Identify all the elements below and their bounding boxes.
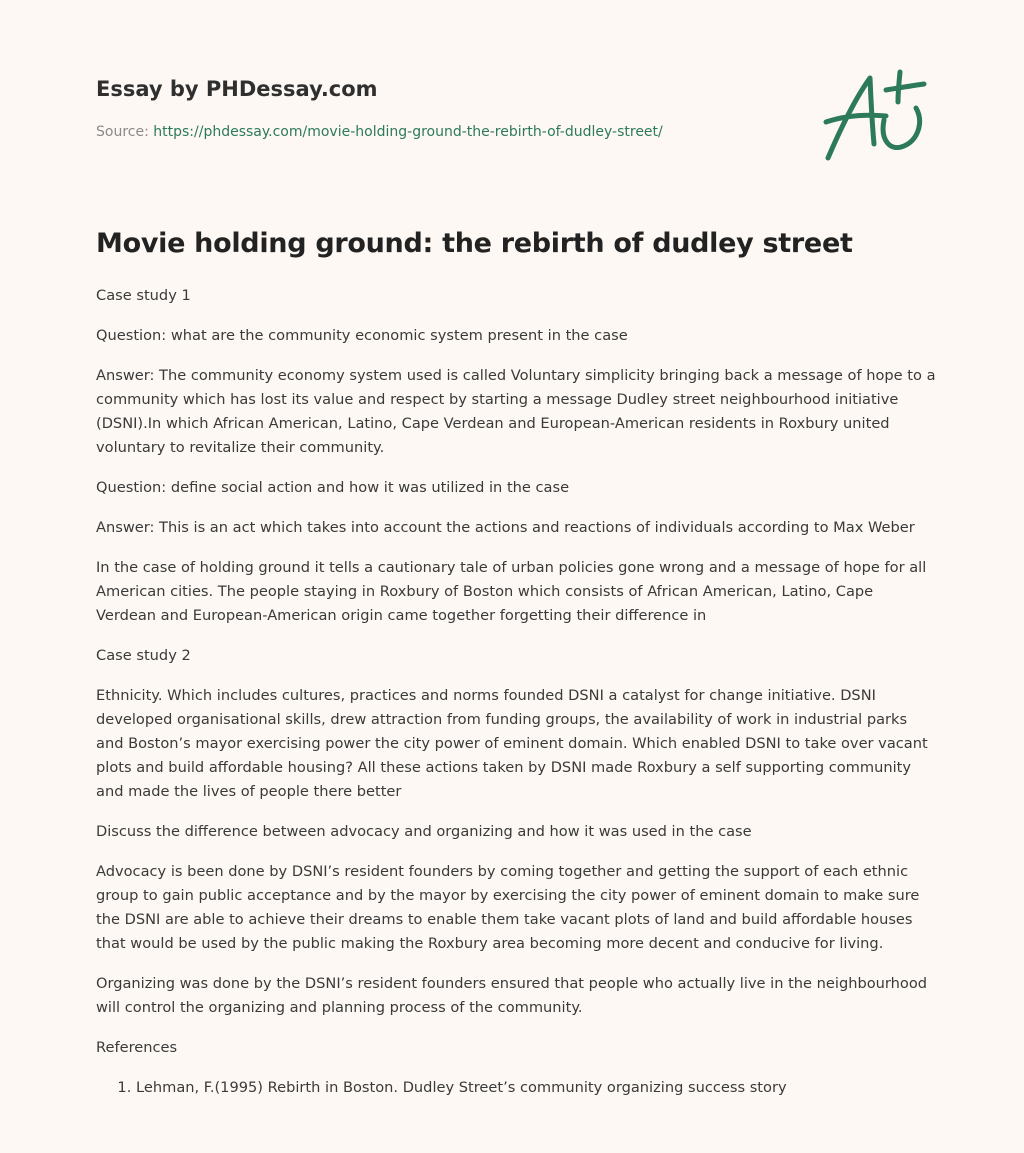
paragraph: Discuss the difference between advocacy and organizing and how it was used in the case bbox=[96, 823, 752, 840]
paragraph: Case study 1 bbox=[96, 287, 191, 304]
paragraph: Advocacy is been done by DSNI’s resident founders by coming together and getting the support of each ethnic group to gain public acceptance and by the mayor by exercising the city power of eminent domain to make sure the DSNI are able to achieve their dreams to enable them take vacant plots of land and build affordable houses that would be used by the public making the Roxbury area becoming more decent and conducive for living. bbox=[96, 863, 920, 952]
references-heading: References bbox=[96, 1039, 178, 1056]
paragraph: Answer: This is an act which takes into account the actions and reactions of individuals according to Max Weber bbox=[96, 519, 915, 536]
paragraph: Answer: The community economy system used is called Voluntary simplicity bringing back a message of hope to a community which has lost its value and respect by starting a message Dudley street neighbourhood initiative (DSNI).In which African American, Latino, Cape Verdean and European-American residents in Roxbury united voluntary to revitalize their community. bbox=[96, 367, 936, 456]
essay-title: Movie holding ground: the rebirth of dudley street bbox=[96, 228, 853, 259]
paragraph: Organizing was done by the DSNI’s resident founders ensured that people who actually live in the neighbourhood will control the organizing and planning process of the community. bbox=[96, 975, 928, 1016]
paragraph: Question: what are the community economic system present in the case bbox=[96, 327, 628, 344]
source-label: Source: bbox=[96, 124, 154, 140]
paragraph: Question: define social action and how it was utilized in the case bbox=[96, 479, 570, 496]
references-list bbox=[96, 1076, 936, 1100]
a-plus-logo-icon bbox=[818, 64, 930, 168]
paragraph: Ethnicity. Which includes cultures, practices and norms founded DSNI a catalyst for change initiative. DSNI developed organisational skills, drew attraction from funding groups, the availability of work in industrial parks and Boston’s mayor exercising power the city power of eminent domain. Which enabled DSNI to take over vacant plots and build affordable housing? All these actions taken by DSNI made Roxbury a self supporting community and made the lives of people there better bbox=[96, 687, 928, 800]
source-line bbox=[96, 122, 663, 142]
essay-content bbox=[96, 224, 936, 1100]
essay-header bbox=[96, 74, 796, 140]
reference-item: 1. Lehman, F.(1995) Rebirth in Boston. Dudley Street’s community organizing success story bbox=[136, 1076, 936, 1100]
paragraph: Case study 2 bbox=[96, 647, 191, 664]
paragraph: In the case of holding ground it tells a cautionary tale of urban policies gone wrong and a message of hope for all American cities. The people staying in Roxbury of Boston which consists of African American, Latino, Cape Verdean and European-American origin came together forgetting their difference in bbox=[96, 559, 927, 624]
source-link[interactable]: https://phdessay.com/movie-holding-ground-the-rebirth-of-dudley-street/ bbox=[153, 124, 663, 140]
site-brand: Essay by PHDessay.com bbox=[96, 77, 378, 101]
